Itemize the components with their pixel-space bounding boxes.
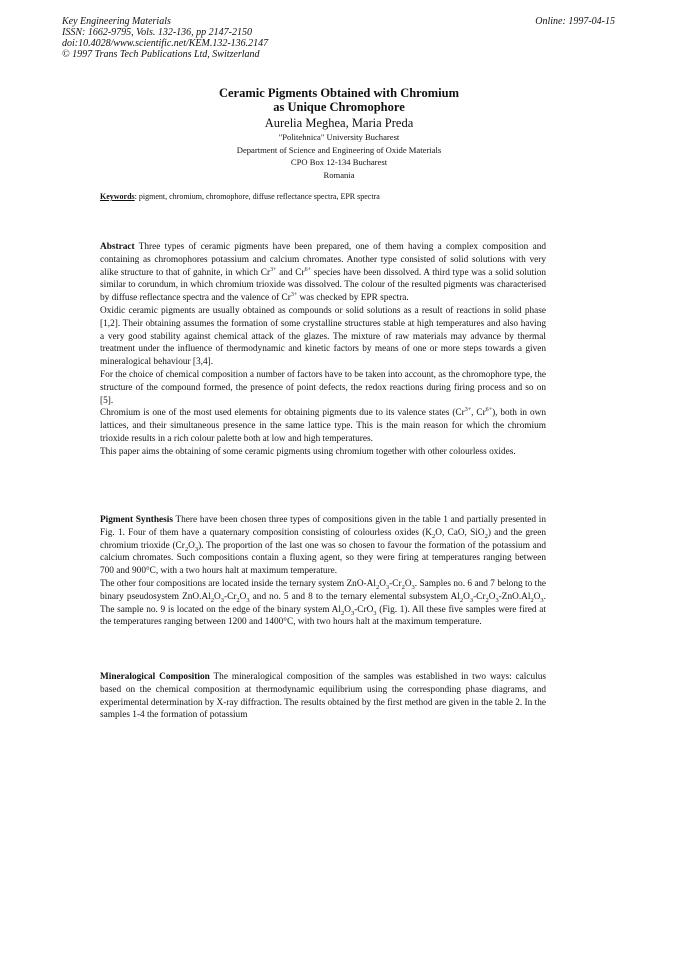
body-text: O — [488, 591, 496, 602]
body-text: The mineralogical composition of the samples was established in two ways: calculus based on the chemical composition at thermodynamic equilibrium using the corresponding phase diagrams, and experimental determination by X-ray diffraction. The results obtained by the first method are given in the table 2. In the samples 1-4 the formation of potassium — [100, 672, 547, 721]
superscript: 6+ — [485, 407, 493, 414]
title-line-1: Ceramic Pigments Obtained with Chromium — [218, 86, 460, 100]
abstract-text: species have been dissolved. A third type was a solid solution similar to corundum, in which chromium trioxide was dissolved. The colour of the resulted pigments was characterised by diffuse reflectance spectra and the valence of Cr — [100, 267, 547, 304]
subscript: 2 — [485, 596, 489, 604]
doi-line: doi:10.4028/www.scientific.net/KEM.132-136.2147 — [62, 38, 269, 49]
body-text: (Fig. 1). All these five samples were fired at the temperatures ranging between 1200 and 1400°C, with two hours halt at the maximum temperature. — [100, 604, 546, 628]
subscript: 3 — [350, 609, 355, 617]
abstract-heading: Abstract — [100, 242, 135, 252]
synthesis-paragraph-1 — [100, 514, 546, 578]
subscript: 3 — [194, 545, 199, 553]
keywords — [100, 192, 380, 202]
superscript: 3+ — [464, 407, 472, 414]
subscript: 3 — [411, 583, 415, 591]
body-text: The other four compositions are located inside the ternary system ZnO-Al — [100, 578, 376, 589]
synthesis-paragraph-2 — [100, 578, 546, 629]
journal-header — [62, 16, 268, 60]
subscript: 3 — [540, 596, 544, 604]
body-text: O — [188, 540, 195, 551]
body-text: O — [463, 591, 470, 602]
abstract-text: and Cr — [276, 267, 305, 278]
intro-paragraph-4: This paper aims the obtaining of some ceramic pigments using chromium together with other colourless oxides. — [100, 446, 516, 457]
subscript: 2 — [432, 532, 436, 540]
body-text: -Cr — [473, 591, 486, 602]
body-text: O — [214, 591, 221, 602]
copyright-line: © 1997 Trans Tech Publications Ltd, Switzerland — [62, 49, 260, 60]
authors: Aurelia Meghea, Maria Preda — [264, 116, 414, 130]
subscript: 2 — [236, 596, 240, 604]
subscript: 2 — [459, 596, 464, 604]
subscript: 2 — [375, 583, 380, 591]
subscript: 2 — [484, 532, 488, 540]
affiliation-department: Department of Science and Engineering of Oxide Materials — [236, 144, 442, 155]
body-text: -Cr — [389, 578, 402, 589]
mineralogical-heading: Mineralogical Composition — [100, 672, 210, 682]
affiliation-university: "Politehnica" University Bucharest — [278, 132, 400, 142]
abstract-text: Three types of ceramic pigments have been prepared, one of them having a complex composition and containing as chromophores potassium and calcium chromates. Another type consisted of solid solutions with very alike structure to that of gahnite, in which Cr — [100, 242, 546, 278]
body-text: -Cr — [223, 591, 237, 602]
subscript: 2 — [184, 545, 189, 553]
abstract-section — [100, 241, 546, 459]
abstract-paragraph-1 — [100, 241, 546, 305]
subscript: 3 — [373, 609, 377, 617]
subscript: 3 — [469, 596, 474, 604]
body-text: -CrO — [354, 604, 374, 615]
affiliation-address: CPO Box 12-134 Bucharest — [290, 157, 388, 167]
intro-paragraph-3 — [100, 407, 546, 445]
mineralogical-paragraph-1 — [100, 671, 546, 722]
subscript: 3 — [385, 583, 390, 591]
body-text: ). The proportion of the last one was so chosen to favour the formation of the potassium and calcium chromates. Such compositions contain a fluxing agent, so they were firing at temperatures ranging between 700 and 900°C, with a two hours halt at maximum temperature. — [100, 540, 547, 577]
body-text: -ZnO.Al — [498, 591, 531, 602]
body-text: O — [379, 578, 386, 589]
mineralogical-section — [100, 671, 546, 722]
affiliation-country: Romania — [323, 169, 355, 180]
subscript: 3 — [220, 596, 224, 604]
body-text: . The sample no. 9 is located on the edge of the binary system Al — [100, 591, 546, 615]
subscript: 2 — [401, 583, 405, 591]
superscript: 3+ — [290, 292, 298, 299]
body-text: O — [239, 591, 247, 602]
body-text: ), both in own lattices, and their simultaneous presence in the same lattice type. This is the main reason for which the chromium trioxide results in a rich colour palette both at low and high temperatures. — [100, 408, 546, 444]
body-text: O — [344, 604, 351, 615]
body-text: There have been chosen three types of compositions given in the table 1 and partially presented in Fig. 1. Four of them have a quaternary composition consisting of colourless oxides (K — [100, 515, 546, 538]
synthesis-heading: Pigment Synthesis — [100, 515, 173, 525]
superscript: 3+ — [270, 266, 277, 273]
body-text: ) and the green chromium trioxide (Cr — [100, 527, 546, 551]
body-text: and no. 5 and 8 to the ternary elemental subsystem Al — [249, 591, 460, 602]
issn-line: ISSN: 1662-9795, Vols. 132-136, pp 2147-2150 — [62, 27, 252, 38]
subscript: 2 — [210, 596, 214, 604]
body-text: O — [533, 591, 541, 602]
intro-paragraph-2: For the choice of chemical composition a number of factors have to be taken into account, as the chromophore type, the structure of the compound formed, the presence of point defects, the redox reactions during firing process and so on [5]. — [100, 369, 546, 406]
body-text: . Samples no. 6 and 7 belong to the binary pseudosystem ZnO.Al — [100, 578, 547, 602]
body-text: O, CaO, SiO — [435, 527, 485, 538]
body-text: , Cr — [471, 408, 486, 419]
subscript: 2 — [530, 596, 534, 604]
keywords-text: : pigment, chromium, chromophore, diffuse reflectance spectra, EPR spectra — [134, 192, 380, 201]
affiliation — [0, 131, 678, 181]
body-text: Chromium is one of the most used elements for obtaining pigments due to its valence states (Cr — [100, 408, 465, 419]
body-text: O — [404, 578, 412, 589]
journal-name: Key Engineering Materials — [62, 16, 171, 27]
title-line-2: as Unique Chromophore — [273, 100, 405, 114]
online-date: Online: 1997-04-15 — [535, 16, 615, 27]
subscript: 2 — [340, 609, 345, 617]
abstract-text: was checked by EPR spectra. — [297, 293, 409, 304]
intro-paragraph-1: Oxidic ceramic pigments are usually obtained as compounds or solid solutions as a result of reactions in solid phase [1,2]. Their obtaining assumes the formation of some crystalline structures stable at high temperatures and also having a very good stability against chemical attack of the glazes. The mixture of raw materials may advance by thermal treatment under the influence of thermodynamic and kinetic factors by means of one or more steps towards a given mineralogical behaviour [3,4]. — [100, 305, 546, 368]
keywords-label: Keywords — [100, 192, 135, 201]
subscript: 3 — [495, 596, 499, 604]
superscript: 6+ — [304, 266, 311, 273]
subscript: 3 — [246, 596, 250, 604]
paper-title — [0, 86, 678, 114]
synthesis-section — [100, 514, 546, 629]
title-block — [0, 86, 678, 181]
